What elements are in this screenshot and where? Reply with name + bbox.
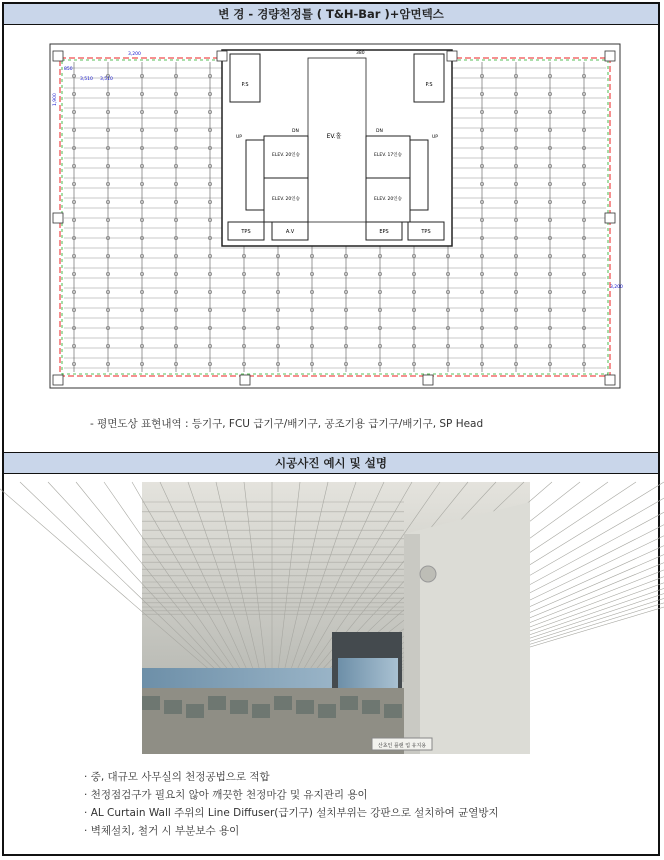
plan-dim-4: 1,900	[53, 93, 58, 106]
description-item: · 천정점검구가 필요치 않아 깨끗한 천정마감 및 유지관리 용이	[84, 786, 499, 804]
plan-label-up-right: UP	[432, 135, 439, 140]
description-item: · AL Curtain Wall 주위의 Line Diffuser(급기구) 설치부위는 강판으로 설치하여 균열방지	[84, 804, 499, 822]
section-title-photo-example: 시공사진 예시 및 설명	[4, 452, 658, 474]
plan-label-eps: EPS	[379, 229, 389, 235]
plan-label-up-left: UP	[236, 135, 243, 140]
construction-photo	[142, 482, 530, 754]
plan-label-elev-2: ELEV. 17인승	[374, 153, 402, 158]
plan-dim-1: 3,200	[128, 52, 141, 57]
floor-plan-drawing	[50, 44, 623, 388]
plan-legend-text: - 평면도상 표현내역 : 등기구, FCU 급기구/배기구, 공조기용 급기구/배기구, SP Head	[90, 418, 484, 430]
plan-label-ev-hall: EV.홀	[326, 133, 342, 140]
plan-label-ps-left: P.S	[241, 82, 249, 88]
plan-label-tps-left: TPS	[241, 229, 251, 235]
plan-dim-3: 3,510	[100, 77, 113, 82]
photo-sign-text: 산쵸인 플랜 업 유지용	[377, 743, 427, 749]
plan-label-elev-3: ELEV. 20인승	[272, 197, 300, 202]
plan-dim-6: 380	[356, 51, 365, 56]
plan-dim-2: 3,510	[80, 77, 93, 82]
plan-dim-5: 850	[64, 67, 73, 72]
document-frame	[2, 2, 660, 856]
section-title-ceiling-change: 변 경 - 경량천정틀 ( T&H-Bar )+암면텍스	[4, 4, 658, 25]
plan-label-elev-4: ELEV. 20인승	[374, 197, 402, 202]
description-list	[84, 768, 499, 840]
plan-label-tps-right: TPS	[421, 229, 431, 235]
plan-label-av: A.V	[285, 229, 295, 235]
description-item: · 벽체설치, 철거 시 부분보수 용이	[84, 822, 499, 840]
plan-dim-7: 3,200	[610, 285, 623, 290]
plan-label-ps-right: P.S	[425, 82, 433, 88]
description-item: · 중, 대규모 사무실의 천정공법으로 적합	[84, 768, 499, 786]
plan-label-dn-right: DN	[376, 129, 383, 134]
plan-label-dn-left: DN	[292, 129, 299, 134]
plan-label-elev-1: ELEV. 20인승	[272, 153, 300, 158]
